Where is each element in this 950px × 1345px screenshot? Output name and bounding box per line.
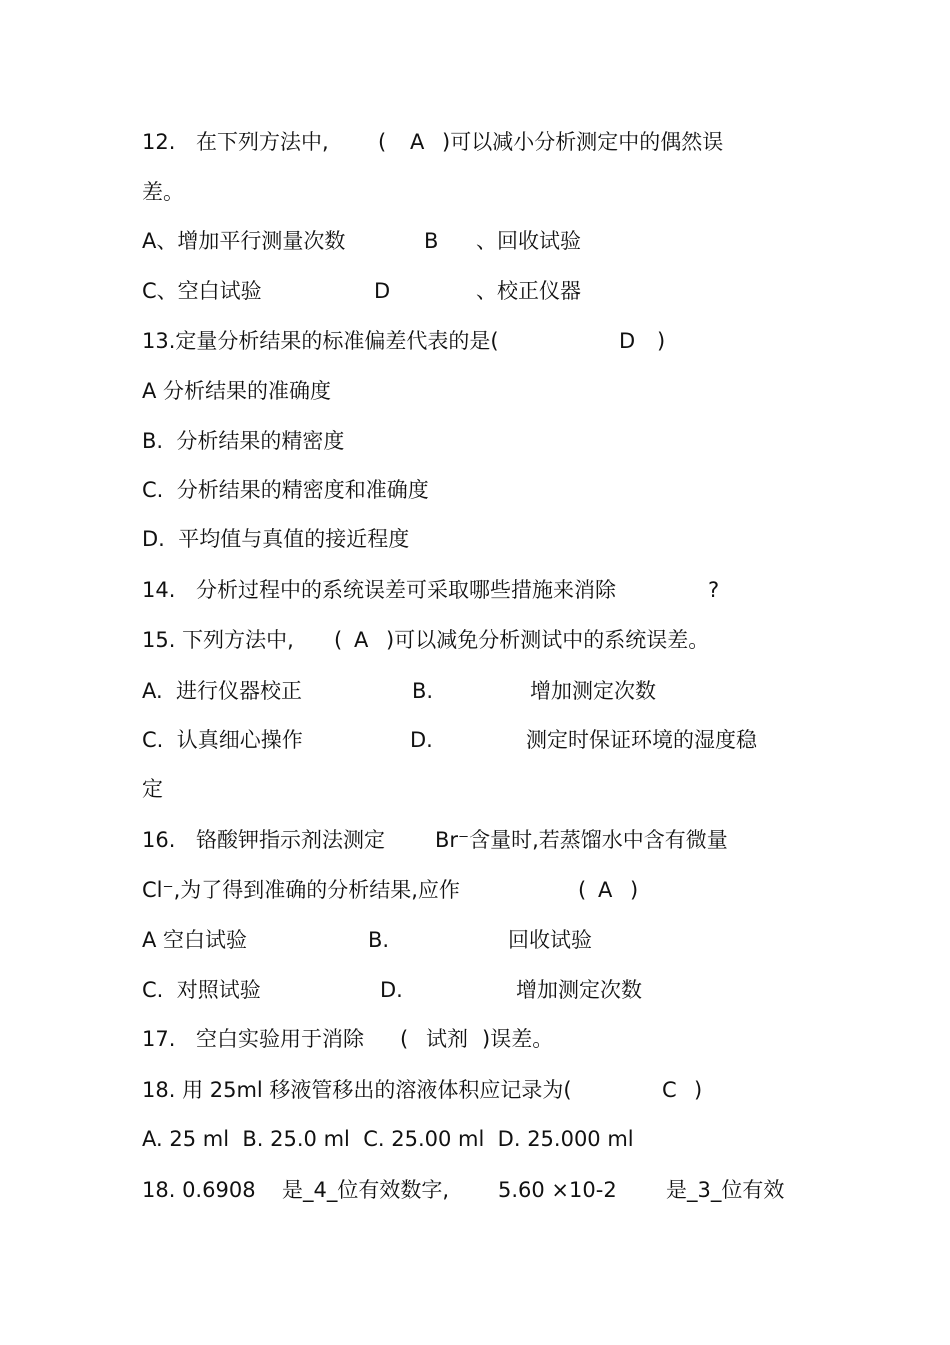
text-segment: 是_3_位有效 [666,1178,785,1202]
text-segment: B. [368,928,390,952]
text-segment: 定 [142,777,163,801]
text-segment: )可以减小分析测定中的偶然误 [442,130,724,154]
text-segment: A. 进行仪器校正 [142,679,303,703]
text-segment: A [354,628,369,652]
text-segment: 差。 [142,180,184,204]
text-segment: ( [400,1027,409,1051]
text-segment: C. 对照试验 [142,978,261,1002]
text-segment: 回收试验 [508,928,592,952]
text-segment: A 空白试验 [142,928,248,952]
text-segment: 17. [142,1027,176,1051]
text-segment: B [424,229,439,253]
text-segment: D. [380,978,403,1002]
text-segment: 增加测定次数 [530,679,656,703]
text-segment: D [374,279,391,303]
text-segment: C [662,1078,677,1102]
text-segment: B. 分析结果的精密度 [142,429,345,453]
text-segment: 16. [142,828,176,852]
text-segment: Cl⁻,为了得到准确的分析结果,应作 [142,878,460,902]
text-segment: ) [630,878,639,902]
text-segment: ) [694,1078,703,1102]
text-segment: 是_4_位有效数字, [282,1178,450,1202]
text-segment: 、回收试验 [476,229,581,253]
text-segment: )误差。 [482,1027,554,1051]
text-segment: D. 平均值与真值的接近程度 [142,527,410,551]
text-segment: 5.60 ×10-2 [498,1178,617,1202]
text-segment: A 分析结果的准确度 [142,379,332,403]
text-segment: A、增加平行测量次数 [142,229,346,253]
text-segment: C. 认真细心操作 [142,728,303,752]
text-segment: ( [334,628,343,652]
text-segment: 增加测定次数 [516,978,642,1002]
text-segment: ? [708,578,720,602]
text-segment: )可以减免分析测试中的系统误差。 [386,628,710,652]
text-segment: 在下列方法中, [196,130,329,154]
text-segment: 、校正仪器 [476,279,581,303]
text-segment: 空白实验用于消除 [196,1027,364,1051]
text-segment: D. [410,728,433,752]
text-segment: A [410,130,425,154]
text-segment: 12. [142,130,176,154]
text-segment: 15. 下列方法中, [142,628,294,652]
text-segment: ( [378,130,387,154]
text-segment: Br⁻含量时,若蒸馏水中含有微量 [435,828,728,852]
text-segment: 试剂 [426,1027,468,1051]
text-segment: 18. 用 25ml 移液管移出的溶液体积应记录为( [142,1078,572,1102]
text-segment: C、空白试验 [142,279,262,303]
text-segment: 分析过程中的系统误差可采取哪些措施来消除 [196,578,616,602]
text-segment: 14. [142,578,176,602]
text-segment: B. [412,679,434,703]
text-segment: D [619,329,636,353]
text-segment: 测定时保证环境的湿度稳 [526,728,757,752]
text-segment: A. 25 ml B. 25.0 ml C. 25.00 ml D. 25.000 ml [142,1127,634,1151]
text-segment: 13.定量分析结果的标准偏差代表的是( [142,329,499,353]
text-segment: ) [657,329,666,353]
text-segment: 铬酸钾指示剂法测定 [196,828,385,852]
text-segment: ( [578,878,587,902]
text-segment: A [598,878,613,902]
text-segment: C. 分析结果的精密度和准确度 [142,478,429,502]
text-segment: 18. 0.6908 [142,1178,256,1202]
